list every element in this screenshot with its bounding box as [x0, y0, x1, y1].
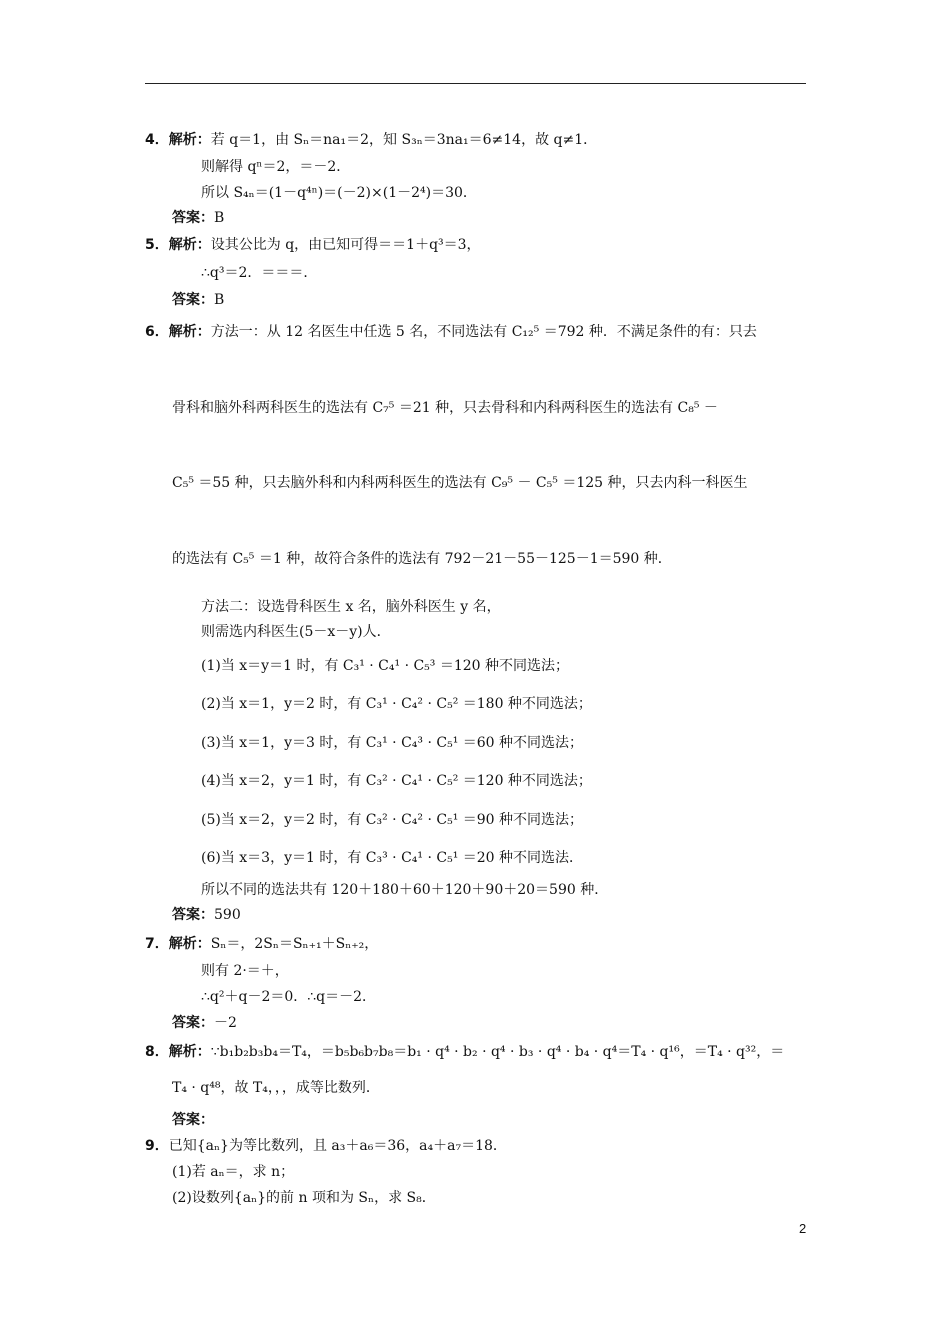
line-label: 6．解析： — [145, 324, 211, 340]
line-text: ∵b₁b₂b₃b₄＝T₄，＝b₅b₆b₇b₈＝b₁ · q⁴ · b₂ · q⁴ · b₃ · q⁴ · b₄ · q⁴＝T₄ · q¹⁶，＝T₄ · q³²，＝ — [210, 1044, 785, 1060]
line-label: 答案： — [172, 1112, 214, 1128]
text-line — [201, 771, 592, 791]
line-text: (4)当 x＝2，y＝1 时，有 C₃² · C₄¹ · C₅² ＝120 种不同选法； — [201, 773, 592, 789]
line-label: 4．解析： — [145, 132, 211, 148]
text-line — [201, 880, 608, 900]
text-line — [172, 1162, 294, 1182]
line-text: 若 q＝1，由 Sₙ＝na₁＝2，知 S₃ₙ＝3na₁＝6≠14，故 q≠1． — [210, 132, 598, 148]
text-line — [201, 183, 477, 203]
text-line — [145, 322, 757, 342]
line-text: 590 — [214, 907, 241, 923]
line-text: 骨科和脑外科两科医生的选法有 C₇⁵ ＝21 种，只去骨科和内科两科医生的选法有 C₈⁵ － — [172, 400, 718, 416]
line-text: 方法一：从 12 名医生中任选 5 名，不同选法有 C₁₂⁵ ＝792 种．不满足条件的有：只去 — [210, 324, 757, 340]
line-text: (1)当 x＝y＝1 时，有 C₃¹ · C₄¹ · C₅³ ＝120 种不同选法； — [201, 658, 570, 674]
text-line — [201, 263, 317, 283]
text-line — [172, 905, 241, 925]
line-text: (3)当 x＝1，y＝3 时，有 C₃¹ · C₄³ · C₅¹ ＝60 种不同选法； — [201, 735, 584, 751]
text-line — [172, 398, 718, 418]
line-label: 答案： — [172, 907, 214, 923]
text-line — [201, 810, 583, 830]
text-line — [201, 597, 501, 617]
text-line — [172, 473, 748, 493]
line-text: (6)当 x＝3，y＝1 时，有 C₃³ · C₄¹ · C₅¹ ＝20 种不同选法． — [201, 850, 584, 866]
line-label: 答案： — [172, 1015, 214, 1031]
line-label: 答案： — [172, 292, 214, 308]
line-text: 则解得 qⁿ＝2，＝－2． — [201, 159, 351, 175]
line-text: (5)当 x＝2，y＝2 时，有 C₃² · C₄² · C₅¹ ＝90 种不同选法； — [201, 812, 584, 828]
line-text: 已知{aₙ}为等比数列，且 a₃＋a₆＝36，a₄＋a₇＝18． — [168, 1138, 507, 1154]
text-line — [201, 961, 289, 981]
line-text: 则需选内科医生(5－x－y)人． — [201, 624, 391, 640]
text-line — [172, 290, 224, 310]
line-text: ∴q²＋q－2＝0．∴q＝－2． — [201, 989, 377, 1005]
line-label: 答案： — [172, 210, 214, 226]
text-line — [145, 1042, 784, 1062]
text-line — [145, 1136, 507, 1156]
text-line — [172, 1013, 237, 1033]
line-text: ∴q³＝2．＝＝＝． — [201, 265, 318, 281]
text-line — [172, 1188, 436, 1208]
line-text: Sₙ＝，2Sₙ＝Sₙ₊₁＋Sₙ₊₂， — [210, 936, 379, 952]
line-text: 则有 2·＝＋， — [201, 963, 289, 979]
text-line — [201, 656, 569, 676]
line-text: 所以 S₄ₙ＝(1－q⁴ⁿ)＝(－2)×(1－2⁴)＝30． — [201, 185, 477, 201]
line-text: C₅⁵ ＝55 种，只去脑外科和内科两科医生的选法有 C₉⁵ － C₅⁵ ＝125 种，只去内科一科医生 — [172, 475, 748, 491]
line-label: 9． — [145, 1138, 169, 1154]
text-line — [172, 549, 672, 569]
line-text: 所以不同的选法共有 120＋180＋60＋120＋90＋20＝590 种． — [201, 882, 609, 898]
line-label: 8．解析： — [145, 1044, 211, 1060]
header-rule — [145, 83, 806, 84]
text-line — [201, 622, 391, 642]
text-line — [201, 733, 583, 753]
text-line — [172, 1110, 214, 1130]
text-line — [172, 208, 224, 228]
line-label: 5．解析： — [145, 237, 211, 253]
page-number: 2 — [799, 1221, 807, 1236]
line-text: T₄ · q⁴⁸，故 T₄，，，成等比数列． — [172, 1080, 380, 1096]
line-text: (2)设数列{aₙ}的前 n 项和为 Sₙ，求 S₈． — [172, 1190, 436, 1206]
line-text: B — [214, 210, 225, 226]
line-text: 方法二：设选骨科医生 x 名，脑外科医生 y 名， — [201, 599, 501, 615]
text-line — [145, 235, 481, 255]
line-label: 7．解析： — [145, 936, 211, 952]
text-line — [145, 130, 597, 150]
text-line — [201, 157, 350, 177]
line-text: －2 — [214, 1015, 237, 1031]
text-line — [172, 1078, 380, 1098]
text-line — [201, 694, 592, 714]
text-line — [201, 987, 376, 1007]
line-text: (2)当 x＝1，y＝2 时，有 C₃¹ · C₄² · C₅² ＝180 种不同选法； — [201, 696, 592, 712]
line-text: B — [214, 292, 225, 308]
text-line — [201, 848, 583, 868]
line-text: (1)若 aₙ＝，求 n； — [172, 1164, 295, 1180]
line-text: 设其公比为 q，由已知可得＝＝1＋q³＝3， — [210, 237, 481, 253]
text-line — [145, 934, 378, 954]
line-text: 的选法有 C₅⁵ ＝1 种，故符合条件的选法有 792－21－55－125－1＝590 种． — [172, 551, 672, 567]
